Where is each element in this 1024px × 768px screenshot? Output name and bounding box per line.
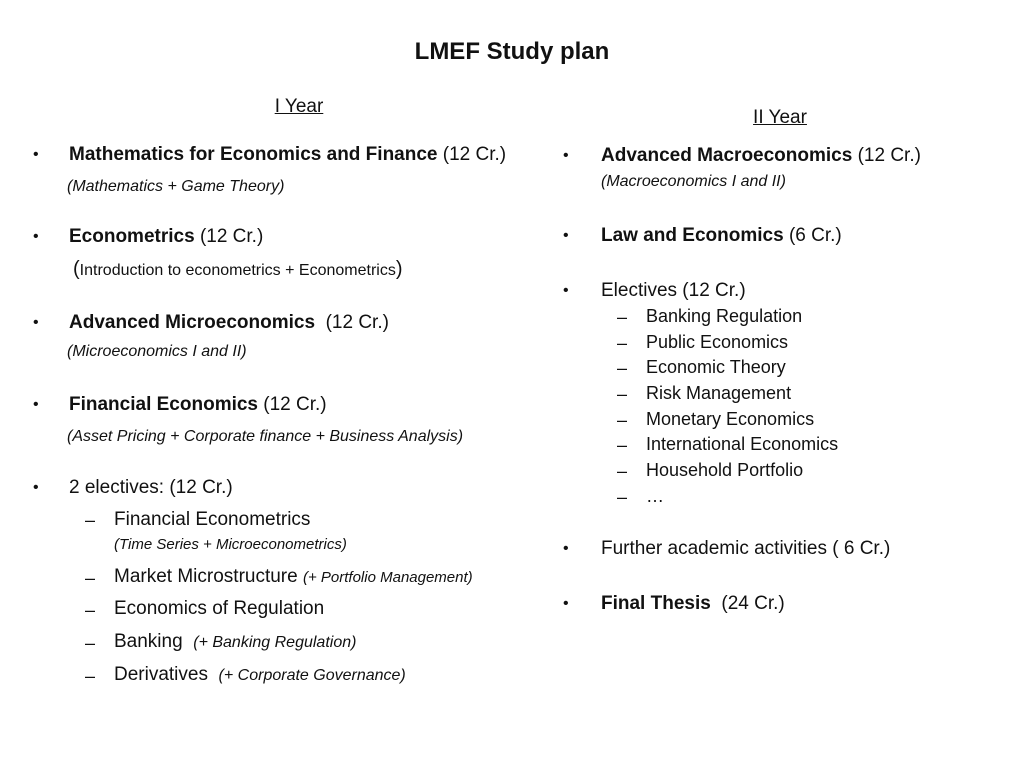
dash-icon: – (617, 435, 628, 455)
elective-item (114, 664, 406, 686)
elective-note: (+ Corporate Governance) (218, 667, 406, 684)
bullet-icon: • (563, 595, 569, 612)
year2-heading: II Year (753, 107, 807, 128)
dash-icon: – (617, 461, 628, 481)
dash-icon: – (85, 568, 96, 588)
course-credits: (12 Cr.) (325, 312, 389, 333)
elective-note: (Time Series + Microeconometrics) (114, 536, 347, 553)
course-name: Advanced Microeconomics (69, 312, 316, 333)
thesis-name: Final Thesis (601, 593, 711, 614)
final-thesis (601, 593, 785, 615)
electives-label: 2 electives: (12 Cr.) (69, 477, 233, 498)
elective-note: (+ Banking Regulation) (193, 634, 357, 651)
bullet-icon: • (33, 228, 39, 245)
course-name: Econometrics (69, 226, 195, 247)
dash-icon: – (85, 600, 96, 620)
bullet-icon: • (563, 540, 569, 557)
bullet-icon: • (33, 146, 39, 163)
course-detail: (Mathematics + Game Theory) (67, 178, 285, 195)
elective-name: Market Microstructure (114, 566, 298, 587)
detail-open-paren: ( (73, 258, 80, 280)
elective-item: Financial Econometrics (114, 509, 311, 530)
course-name: Financial Economics (69, 394, 258, 415)
elective-item: International Economics (646, 434, 839, 454)
course-econometrics (69, 226, 263, 248)
elective-note: (+ Portfolio Management) (302, 569, 473, 586)
elective-item: Risk Management (646, 383, 792, 403)
electives-label: Electives (12 Cr.) (601, 280, 746, 301)
detail-text: Introduction to econometrics + Econometrics (79, 262, 396, 279)
dash-icon: – (617, 384, 628, 404)
dash-icon: – (85, 510, 96, 530)
dash-icon: – (617, 410, 628, 430)
course-name: Advanced Macroeconomics (601, 145, 853, 166)
elective-name: Banking (114, 631, 183, 652)
dash-icon: – (617, 487, 628, 507)
elective-item: Monetary Economics (646, 409, 815, 429)
bullet-icon: • (33, 314, 39, 331)
course-fin-econ (69, 394, 327, 416)
course-detail: (Microeconomics I and II) (67, 343, 247, 360)
course-name: Mathematics for Economics and Finance (69, 144, 438, 165)
course-detail (73, 258, 403, 281)
elective-item: Public Economics (646, 332, 789, 352)
bullet-icon: • (563, 282, 569, 299)
course-detail: (Macroeconomics I and II) (601, 173, 786, 190)
course-adv-macro (601, 145, 921, 167)
course-credits: (6 Cr.) (788, 225, 842, 246)
detail-close-paren: ) (395, 258, 403, 280)
course-credits: (12 Cr.) (263, 394, 327, 415)
thesis-credits: (24 Cr.) (721, 593, 785, 614)
elective-item: … (646, 486, 664, 506)
dash-icon: – (617, 307, 628, 327)
course-adv-micro (69, 312, 389, 334)
course-credits: (12 Cr.) (857, 145, 921, 166)
course-credits: (12 Cr.) (199, 226, 264, 247)
page-title: LMEF Study plan (414, 38, 610, 65)
elective-item: Banking Regulation (646, 306, 803, 326)
further-activities: Further academic activities ( 6 Cr.) (601, 538, 891, 559)
course-law-econ (601, 225, 842, 247)
elective-item: Economics of Regulation (114, 598, 325, 619)
elective-name: Derivatives (114, 664, 208, 685)
year1-heading: I Year (274, 96, 324, 117)
course-name: Law and Economics (601, 225, 784, 246)
dash-icon: – (617, 333, 628, 353)
course-credits: (12 Cr.) (442, 144, 507, 165)
bullet-icon: • (563, 147, 569, 164)
dash-icon: – (85, 666, 96, 686)
dash-icon: – (85, 633, 96, 653)
dash-icon: – (617, 358, 628, 378)
course-detail: (Asset Pricing + Corporate finance + Business Analysis) (67, 428, 464, 445)
elective-item: Economic Theory (646, 357, 786, 377)
bullet-icon: • (33, 396, 39, 413)
bullet-icon: • (33, 479, 39, 496)
elective-item: Household Portfolio (646, 460, 804, 480)
elective-item (114, 566, 473, 588)
course-math (69, 144, 506, 166)
bullet-icon: • (563, 227, 569, 244)
elective-item (114, 631, 356, 653)
